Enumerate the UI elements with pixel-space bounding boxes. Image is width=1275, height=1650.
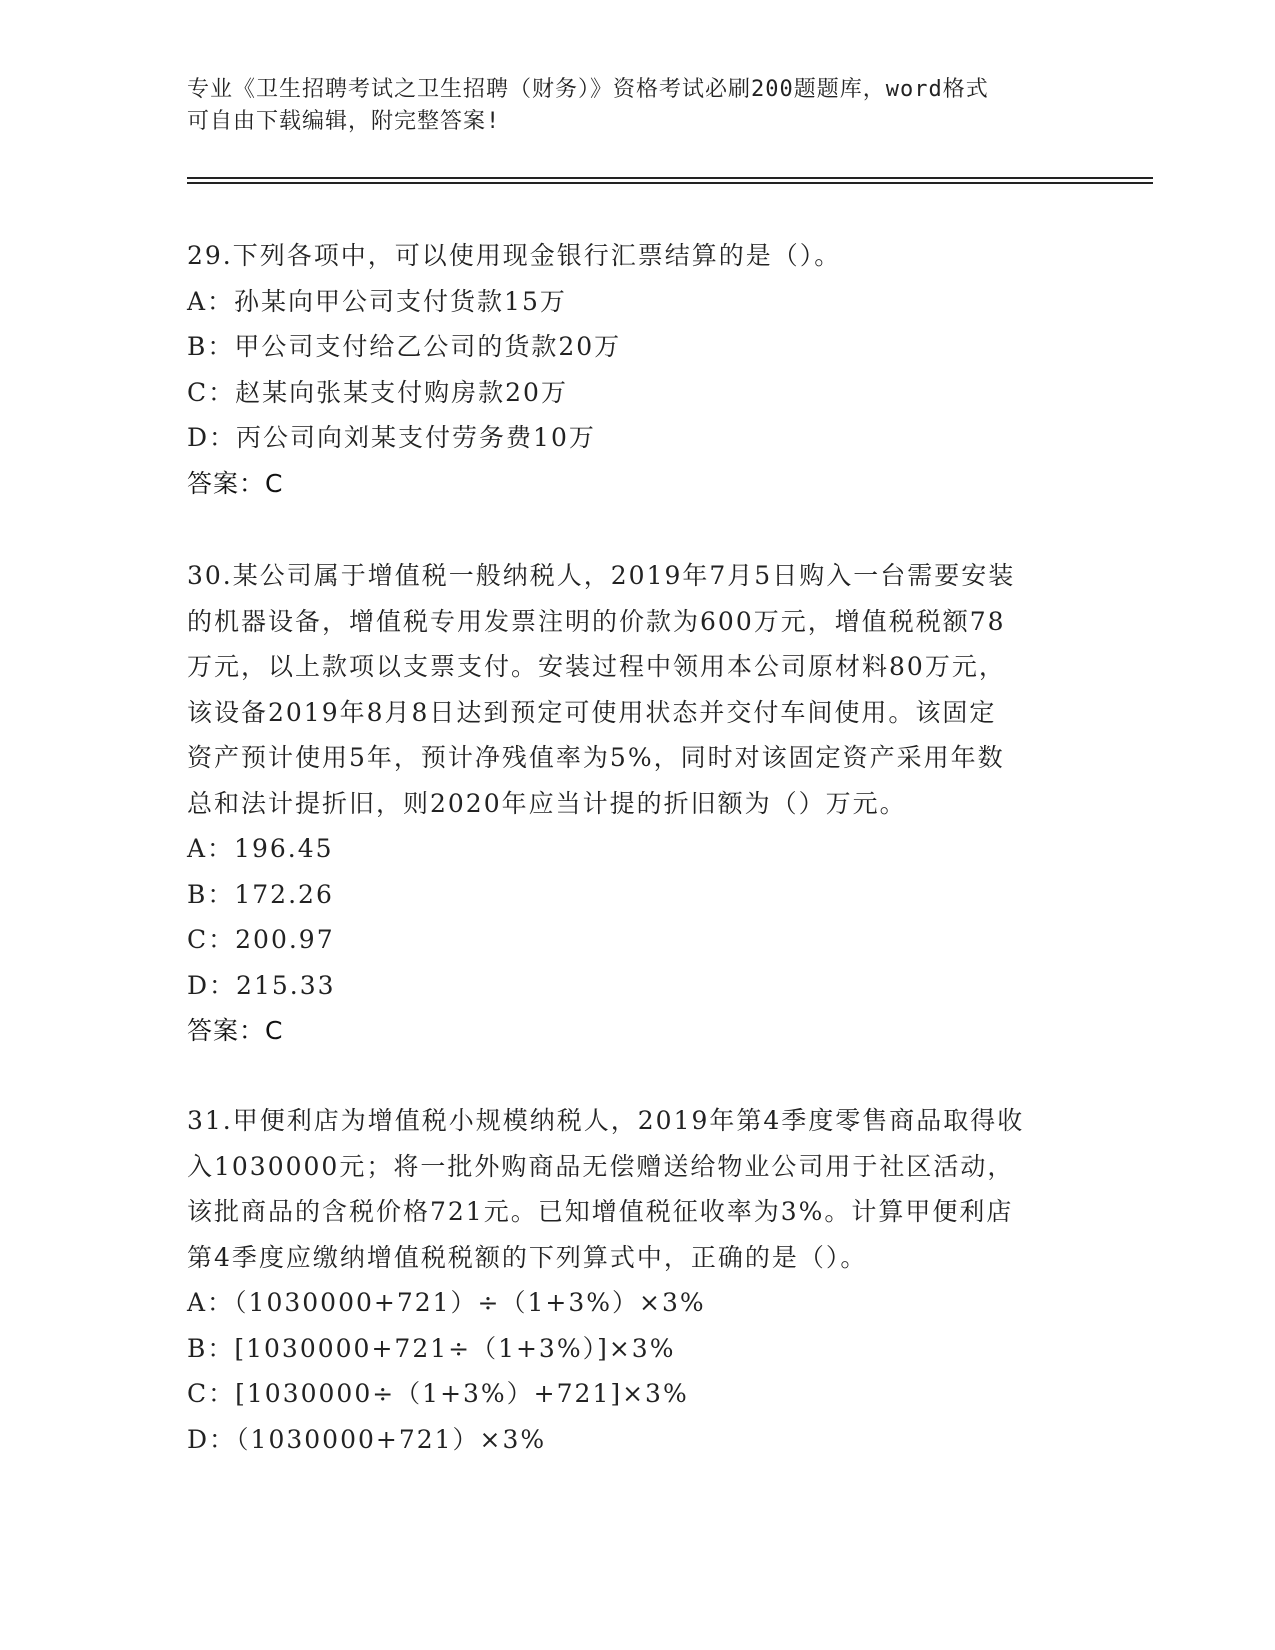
option-b: B：甲公司支付给乙公司的货款20万 — [187, 332, 622, 361]
question-stem-line: 第4季度应缴纳增值税税额的下列算式中，正确的是（）。 — [187, 1242, 868, 1272]
question-stem-line: 30.某公司属于增值税一般纳税人，2019年7月5日购入一台需要安装 — [187, 561, 1016, 590]
question-stem-line: 31.甲便利店为增值税小规模纳税人，2019年第4季度零售商品取得收 — [187, 1106, 1025, 1135]
question-29 — [187, 233, 1087, 506]
question-30 — [187, 553, 1087, 1054]
option-a: A：孙某向甲公司支付货款15万 — [187, 286, 567, 316]
option-a: A：（1030000+721）÷（1+3%）×3% — [187, 1288, 706, 1317]
option-b: B：172.26 — [187, 879, 334, 909]
question-stem-line: 入1030000元；将一批外购商品无偿赠送给物业公司用于社区活动， — [187, 1151, 1015, 1181]
option-c: C：[1030000÷（1+3%）+721]×3% — [187, 1379, 689, 1408]
question-stem-line: 总和法计提折旧，则2020年应当计提的折旧额为（）万元。 — [187, 788, 907, 818]
option-d: D：215.33 — [187, 970, 336, 1000]
header-line-1: 专业《卫生招聘考试之卫生招聘（财务）》资格考试必刷200题题库，word格式 — [187, 77, 989, 102]
option-d: D：（1030000+721）×3% — [187, 1424, 547, 1454]
answer-line: 答案：C — [187, 1016, 284, 1045]
question-stem-line: 29.下列各项中，可以使用现金银行汇票结算的是（）。 — [187, 241, 842, 270]
question-stem-line: 该设备2019年8月8日达到预定可使用状态并交付车间使用。该固定 — [187, 697, 997, 727]
question-stem-line: 的机器设备，增值税专用发票注明的价款为600万元，增值税税额78 — [187, 606, 1006, 636]
option-d: D：丙公司向刘某支付劳务费10万 — [187, 423, 596, 452]
option-b: B：[1030000+721÷（1+3%）]×3% — [187, 1333, 676, 1363]
document-header — [187, 74, 1067, 138]
question-stem-line: 万元，以上款项以支票支付。安装过程中领用本公司原材料80万元， — [187, 652, 1006, 681]
option-a: A：196.45 — [187, 834, 334, 863]
question-stem-line: 该批商品的含税价格721元。已知增值税征收率为3%。计算甲便利店 — [187, 1197, 1014, 1226]
header-line-2: 可自由下载编辑，附完整答案! — [187, 109, 501, 134]
option-c: C：200.97 — [187, 925, 335, 954]
question-31 — [187, 1098, 1087, 1462]
header-divider-bottom — [187, 182, 1153, 184]
answer-line: 答案：C — [187, 468, 284, 498]
option-c: C：赵某向张某支付购房款20万 — [187, 377, 568, 407]
question-stem-line: 资产预计使用5年，预计净残值率为5%，同时对该固定资产采用年数 — [187, 743, 1005, 772]
header-divider-top — [187, 177, 1153, 179]
